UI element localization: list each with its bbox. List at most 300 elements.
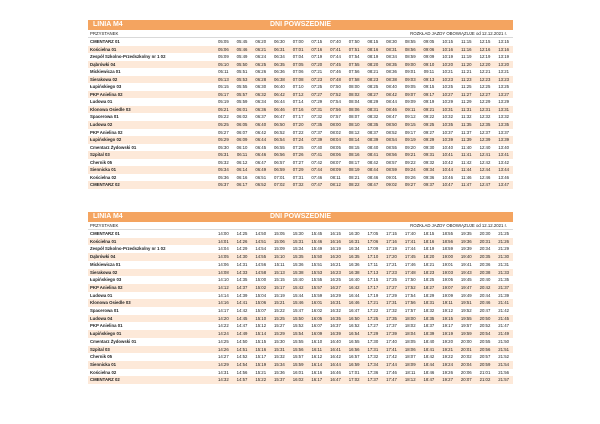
departure-time: 09:12 (404, 114, 416, 120)
departure-time: 05:32 (217, 159, 229, 165)
departure-time: 21:47 (498, 323, 510, 329)
departure-time: 20:31 (476, 238, 495, 246)
departure-time: 08:34 (386, 54, 397, 60)
departure-time: 17:46 (386, 369, 397, 375)
stop-name: Łupińskiego 03 (90, 277, 122, 283)
route-label: LINIA M4 (93, 213, 123, 220)
departure-time: 06:37 (255, 114, 267, 120)
departure-time: 16:07 (311, 323, 323, 329)
departure-time: 21:25 (498, 231, 510, 236)
departure-time: 20:02 (460, 354, 472, 360)
departure-time: 21:30 (494, 253, 513, 261)
departure-time: 18:55 (442, 231, 453, 236)
departure-time: 09:17 (404, 129, 416, 135)
departure-time: 07:01 (274, 174, 285, 180)
table-row (88, 136, 513, 144)
departure-time: 08:10 (345, 121, 364, 129)
departure-time: 09:02 (382, 181, 401, 189)
departure-time: 14:50 (236, 338, 248, 344)
departure-time: 15:49 (311, 246, 323, 252)
departure-time: 09:06 (420, 46, 439, 54)
departure-time: 09:22 (404, 159, 416, 165)
departure-time: 11:44 (457, 166, 476, 174)
departure-time: 06:42 (255, 129, 267, 135)
stop-name: Szpital 03 (88, 346, 214, 354)
departure-time: 14:31 (217, 369, 229, 375)
departure-time: 06:51 (255, 174, 267, 180)
departure-time: 14:00 (217, 231, 229, 236)
departure-time: 06:46 (251, 151, 270, 159)
departure-time: 20:06 (460, 369, 472, 375)
departure-time: 05:19 (217, 99, 229, 105)
departure-time: 16:35 (345, 253, 364, 261)
departure-time: 18:07 (404, 354, 416, 360)
departure-time: 16:47 (326, 376, 345, 384)
departure-time: 14:25 (236, 231, 248, 236)
departure-time: 15:59 (311, 292, 323, 298)
departure-time: 10:39 (438, 136, 457, 144)
departure-time: 17:56 (401, 299, 420, 307)
departure-time: 08:35 (364, 121, 383, 129)
departure-time: 07:25 (311, 84, 323, 90)
departure-time: 16:44 (348, 292, 360, 298)
departure-time: 13:27 (494, 91, 513, 99)
departure-time: 07:55 (345, 61, 364, 69)
departure-time: 12:29 (479, 99, 491, 105)
stop-name: Siennicka 01 (88, 361, 214, 369)
table-row (88, 98, 513, 106)
departure-time: 05:57 (233, 91, 252, 99)
day-type-title: DNI POWSZEDNIE (269, 213, 332, 220)
departure-time: 16:17 (307, 376, 326, 384)
departure-time: 21:45 (494, 315, 513, 323)
departure-time: 11:42 (461, 159, 472, 165)
departure-time: 16:59 (345, 361, 364, 369)
departure-time: 16:31 (345, 238, 364, 246)
departure-time: 15:36 (292, 261, 304, 267)
departure-time: 05:21 (214, 106, 233, 114)
stop-name: PKP Anielina 02 (88, 91, 214, 99)
departure-time: 07:32 (311, 114, 323, 120)
departure-time: 12:19 (479, 54, 491, 60)
departure-time: 19:22 (442, 354, 453, 360)
departure-time: 21:56 (498, 369, 510, 375)
departure-time: 17:27 (382, 284, 401, 292)
departure-time: 15:59 (289, 361, 308, 369)
departure-time: 05:15 (217, 84, 229, 90)
departure-time: 21:39 (498, 292, 510, 298)
stop-name: CMENTARZ 01 (90, 39, 120, 44)
departure-time: 07:44 (307, 166, 326, 174)
departure-time: 07:14 (292, 99, 304, 105)
departure-time: 08:16 (345, 151, 364, 159)
day-type-title: DNI POWSZEDNIE (269, 21, 332, 28)
departure-time: 06:59 (270, 166, 289, 174)
departure-time: 19:59 (457, 330, 476, 338)
departure-time: 06:24 (255, 54, 267, 60)
departure-time: 11:31 (457, 106, 476, 114)
departure-time: 10:29 (442, 99, 453, 105)
departure-time: 15:13 (270, 269, 289, 277)
departure-time: 08:04 (348, 99, 360, 105)
departure-time: 15:09 (274, 246, 285, 252)
departure-time: 15:30 (274, 338, 285, 344)
departure-time: 20:34 (479, 246, 491, 252)
table-row (88, 376, 513, 384)
departure-time: 15:29 (270, 330, 289, 338)
departure-time: 17:41 (382, 346, 401, 354)
departure-time: 06:56 (270, 151, 289, 159)
departure-time: 14:31 (236, 261, 248, 267)
departure-time: 06:09 (233, 136, 252, 144)
departure-time: 07:01 (289, 46, 308, 54)
departure-time: 17:05 (367, 231, 379, 236)
stop-name: Spacerowa 01 (90, 308, 119, 314)
departure-time: 09:05 (404, 84, 416, 90)
departure-time: 18:02 (404, 323, 416, 329)
departure-time: 18:59 (442, 246, 453, 252)
departure-time: 17:42 (386, 354, 397, 360)
departure-time: 10:21 (442, 69, 453, 75)
departure-time: 07:48 (326, 76, 345, 84)
table-row (88, 315, 513, 323)
stop-name: PKP Anielina 01 (90, 323, 123, 329)
departure-time: 07:56 (348, 69, 360, 75)
departure-time: 06:47 (274, 114, 285, 120)
departure-time: 08:41 (364, 151, 383, 159)
departure-time: 07:27 (307, 91, 326, 99)
departure-time: 21:57 (494, 376, 513, 384)
departure-time: 19:20 (442, 338, 453, 344)
departure-time: 07:00 (292, 39, 304, 44)
departure-time: 05:31 (214, 151, 233, 159)
departure-time: 07:31 (307, 106, 326, 114)
departure-time: 09:29 (420, 136, 439, 144)
departure-time: 14:58 (251, 269, 270, 277)
departure-time: 06:52 (251, 181, 270, 189)
departure-time: 18:16 (420, 238, 439, 246)
table-row (88, 361, 513, 369)
departure-time: 11:46 (461, 174, 472, 180)
departure-time: 19:01 (442, 261, 453, 267)
departure-time: 08:21 (367, 69, 379, 75)
departure-time: 19:35 (460, 231, 472, 236)
table-row (88, 276, 513, 284)
departure-time: 18:35 (420, 315, 439, 323)
departure-time: 16:23 (326, 269, 345, 277)
departure-time: 18:56 (438, 238, 457, 246)
departure-time: 07:46 (330, 69, 341, 75)
departure-time: 09:19 (401, 136, 420, 144)
stop-name: Zespół Szkolno-Przedszkolny nr 1 02 (90, 54, 166, 60)
departure-time: 08:00 (326, 121, 345, 129)
departure-time: 17:25 (364, 315, 383, 323)
departure-time: 17:09 (367, 246, 379, 252)
departure-time: 08:40 (386, 84, 397, 90)
departure-time: 06:28 (251, 76, 270, 84)
departure-time: 06:07 (236, 129, 248, 135)
departure-time: 17:15 (367, 277, 379, 283)
departure-time: 09:24 (401, 166, 420, 174)
departure-time: 06:47 (255, 159, 267, 165)
departure-time: 08:11 (330, 174, 341, 180)
departure-time: 09:31 (420, 151, 439, 159)
stop-name: CMENTARZ 01 (90, 231, 120, 236)
departure-time: 07:40 (330, 39, 341, 44)
departure-time: 06:26 (255, 69, 267, 75)
departure-time: 17:44 (404, 246, 416, 252)
departure-time: 18:39 (420, 330, 439, 338)
departure-time: 08:09 (326, 166, 345, 174)
departure-time: 10:31 (438, 106, 457, 114)
departure-time: 07:06 (292, 69, 304, 75)
schedule-table (88, 230, 513, 384)
validity-note: ROZKŁAD JAZDY OBOWIĄZUJE od 12.12.2021 r. (410, 223, 507, 228)
departure-time: 12:37 (479, 129, 491, 135)
departure-time: 15:55 (311, 277, 323, 283)
departure-time: 05:22 (217, 114, 229, 120)
departure-time: 14:37 (233, 284, 252, 292)
departure-time: 06:30 (274, 39, 285, 44)
departure-time: 08:32 (367, 114, 379, 120)
departure-time: 21:42 (498, 308, 510, 314)
departure-time: 18:32 (423, 308, 435, 314)
departure-time: 15:11 (274, 261, 285, 267)
table-row (88, 106, 513, 114)
stop-name: Dąbrówki 04 (88, 61, 214, 69)
departure-time: 10:41 (438, 151, 457, 159)
departure-time: 19:27 (438, 376, 457, 384)
departure-time: 14:49 (233, 330, 252, 338)
departure-time: 13:40 (498, 144, 510, 150)
departure-time: 05:11 (218, 69, 229, 75)
departure-time: 07:20 (307, 61, 326, 69)
departure-time: 08:06 (326, 151, 345, 159)
schedule-table (88, 38, 513, 189)
departure-time: 19:15 (438, 315, 457, 323)
table-row (88, 369, 513, 377)
table-row (88, 261, 513, 269)
departure-time: 05:49 (236, 54, 248, 60)
departure-time: 16:56 (345, 346, 364, 354)
departure-time: 06:01 (233, 106, 252, 114)
departure-time: 15:12 (255, 323, 267, 329)
departure-time: 15:07 (255, 308, 267, 314)
departure-time: 14:24 (214, 330, 233, 338)
departure-time: 09:30 (423, 144, 435, 150)
departure-time: 14:35 (236, 277, 248, 283)
departure-time: 13:15 (498, 39, 510, 44)
departure-time: 15:34 (292, 246, 304, 252)
departure-time: 11:23 (457, 76, 476, 84)
departure-time: 08:23 (364, 76, 383, 84)
departure-time: 10:15 (442, 39, 453, 44)
departure-time: 19:11 (438, 299, 457, 307)
departure-time: 19:45 (460, 277, 472, 283)
departure-time: 08:21 (348, 174, 360, 180)
departure-time: 17:22 (367, 308, 379, 314)
departure-time: 14:33 (233, 269, 252, 277)
departure-time: 08:40 (367, 144, 379, 150)
departure-time: 15:31 (289, 238, 308, 246)
table-row (88, 292, 513, 300)
departure-time: 16:44 (326, 361, 345, 369)
table-row (88, 68, 513, 76)
departure-time: 08:04 (326, 136, 345, 144)
departure-time: 17:52 (401, 284, 420, 292)
stop-column-header: PRZYSTANEK (90, 31, 119, 36)
departure-time: 17:45 (401, 253, 420, 261)
departure-time: 19:52 (460, 308, 472, 314)
departure-time: 20:56 (476, 346, 495, 354)
departure-time: 15:16 (251, 346, 270, 354)
departure-time: 08:02 (330, 129, 341, 135)
departure-time: 17:11 (367, 261, 379, 267)
departure-time: 06:49 (251, 166, 270, 174)
validity-note: ROZKŁAD JAZDY OBOWIĄZUJE od 12.12.2021 r. (410, 31, 507, 36)
departure-time: 15:21 (270, 299, 289, 307)
stop-name: Kościelna 01 (88, 238, 214, 246)
departure-time: 06:55 (274, 144, 285, 150)
departure-time: 06:17 (233, 181, 252, 189)
departure-time: 06:10 (236, 144, 248, 150)
departure-time: 16:32 (330, 308, 341, 314)
table-row (88, 129, 513, 137)
departure-time: 19:12 (442, 308, 453, 314)
departure-time: 15:32 (274, 354, 285, 360)
departure-time: 16:19 (330, 246, 341, 252)
departure-time: 15:55 (292, 338, 304, 344)
stop-name: Łupińskiego 02 (88, 136, 214, 144)
departure-time: 17:48 (401, 269, 420, 277)
departure-time: 06:50 (270, 121, 289, 129)
departure-time: 05:45 (236, 39, 248, 44)
departure-time: 08:57 (386, 159, 397, 165)
departure-time: 15:05 (274, 231, 285, 236)
departure-time: 08:27 (364, 91, 383, 99)
departure-time: 09:32 (423, 159, 435, 165)
departure-time: 16:38 (345, 269, 364, 277)
departure-time: 07:40 (311, 144, 323, 150)
departure-time: 07:08 (289, 76, 308, 84)
departure-time: 16:14 (307, 361, 326, 369)
timetable-header (88, 212, 513, 222)
column-header-row (88, 30, 513, 38)
departure-time: 13:41 (494, 151, 513, 159)
departure-time: 07:17 (292, 114, 304, 120)
departure-time: 07:39 (307, 136, 326, 144)
departure-time: 07:05 (289, 61, 308, 69)
departure-time: 14:01 (214, 238, 233, 246)
departure-time: 08:14 (345, 136, 364, 144)
departure-time: 11:40 (461, 144, 472, 150)
stop-name: Kościelna 02 (90, 174, 117, 180)
departure-time: 19:47 (457, 284, 476, 292)
departure-time: 06:46 (270, 106, 289, 114)
departure-time: 16:09 (307, 330, 326, 338)
departure-time: 07:21 (311, 69, 323, 75)
departure-time: 11:47 (457, 181, 476, 189)
departure-time: 07:45 (326, 61, 345, 69)
departure-time: 06:36 (274, 69, 285, 75)
departure-time: 07:29 (311, 99, 323, 105)
departure-time: 15:38 (289, 269, 308, 277)
departure-time: 10:16 (438, 46, 457, 54)
departure-time: 17:44 (382, 361, 401, 369)
departure-time: 20:07 (457, 376, 476, 384)
departure-time: 14:56 (236, 369, 248, 375)
stop-name: Mickiewicza 01 (90, 69, 121, 75)
departure-time: 15:30 (292, 231, 304, 236)
departure-time: 15:34 (270, 361, 289, 369)
departure-time: 19:26 (442, 369, 453, 375)
departure-time: 05:10 (214, 61, 233, 69)
departure-time: 06:35 (270, 61, 289, 69)
departure-time: 20:46 (476, 299, 495, 307)
departure-time: 15:31 (270, 346, 289, 354)
departure-time: 20:30 (479, 231, 491, 236)
departure-time: 14:55 (251, 253, 270, 261)
table-row (88, 284, 513, 292)
departure-time: 15:47 (292, 308, 304, 314)
departure-time: 12:41 (476, 151, 495, 159)
departure-time: 08:30 (386, 39, 397, 44)
departure-time: 18:04 (401, 330, 420, 338)
departure-time: 20:50 (476, 315, 495, 323)
departure-time: 14:25 (217, 338, 229, 344)
departure-time: 15:06 (270, 238, 289, 246)
departure-time: 10:44 (438, 166, 457, 174)
departure-time: 08:20 (364, 61, 383, 69)
departure-time: 18:23 (420, 269, 439, 277)
departure-time: 17:31 (382, 299, 401, 307)
departure-time: 08:55 (404, 39, 416, 44)
departure-time: 15:56 (289, 346, 308, 354)
departure-time: 18:29 (423, 292, 435, 298)
departure-time: 12:15 (479, 39, 491, 44)
departure-time: 15:14 (251, 330, 270, 338)
departure-time: 06:16 (236, 174, 248, 180)
departure-time: 17:30 (367, 338, 379, 344)
departure-time: 08:38 (382, 76, 401, 84)
departure-time: 05:17 (214, 91, 233, 99)
departure-time: 21:26 (494, 238, 513, 246)
departure-time: 15:46 (289, 299, 308, 307)
departure-time: 09:05 (423, 39, 435, 44)
departure-time: 20:36 (479, 261, 491, 267)
departure-time: 06:32 (251, 91, 270, 99)
departure-time: 18:41 (420, 346, 439, 354)
departure-time: 11:41 (457, 151, 476, 159)
stop-name: Dąbrówki 04 (88, 253, 214, 261)
departure-time: 07:41 (326, 46, 345, 54)
departure-time: 13:20 (494, 61, 513, 69)
departure-time: 17:01 (348, 369, 360, 375)
departure-time: 17:06 (364, 238, 383, 246)
departure-time: 17:37 (386, 323, 397, 329)
departure-time: 15:42 (289, 284, 308, 292)
departure-time: 14:52 (236, 354, 248, 360)
departure-time: 15:15 (274, 277, 285, 283)
departure-time: 17:31 (364, 346, 383, 354)
departure-time: 13:31 (494, 106, 513, 114)
departure-time: 11:37 (461, 129, 472, 135)
departure-time: 08:55 (386, 144, 397, 150)
departure-time: 05:05 (217, 39, 229, 44)
departure-time: 15:37 (270, 376, 289, 384)
departure-time: 06:31 (270, 46, 289, 54)
departure-time: 16:31 (326, 299, 345, 307)
